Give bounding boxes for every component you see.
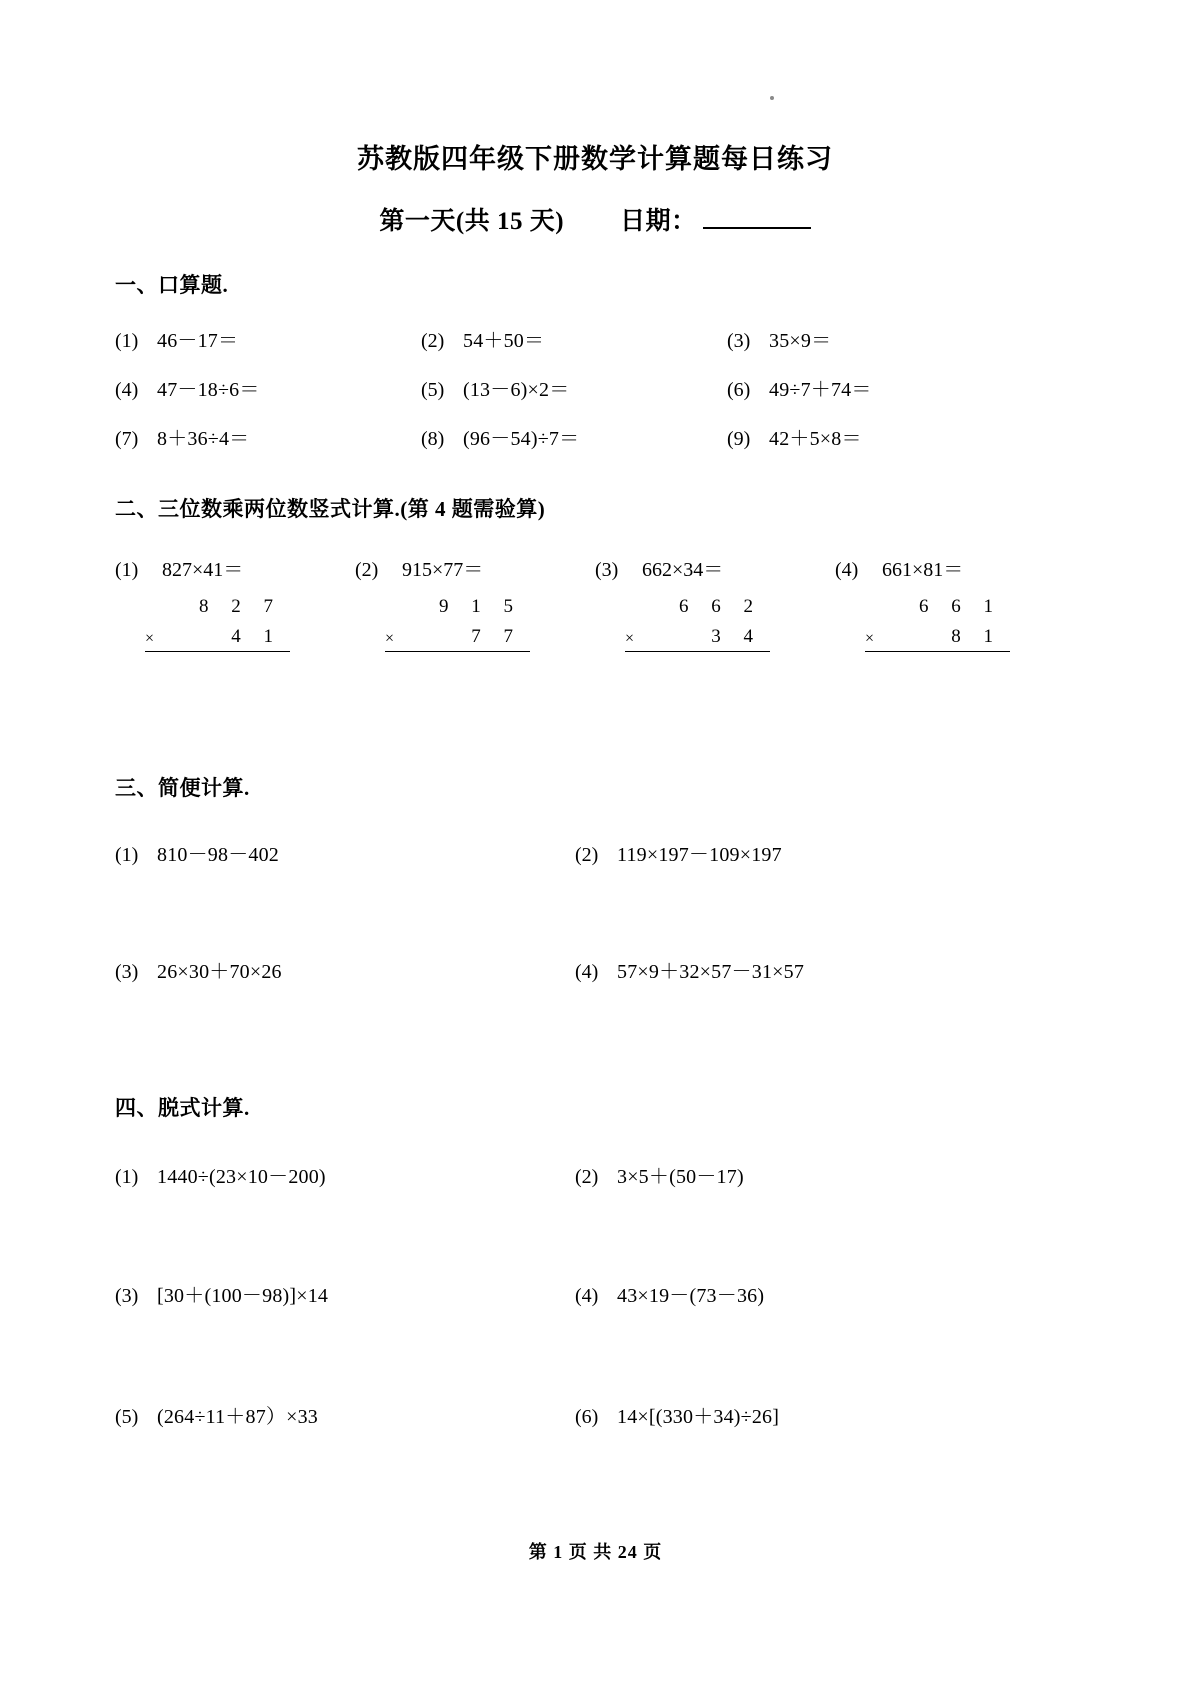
simple-calc-row-1 — [115, 838, 1075, 867]
problem-number: (5) — [115, 1406, 139, 1429]
date-label: 日期： — [620, 208, 697, 236]
multiplier: 3 4 — [711, 626, 762, 648]
problem-3-1 — [115, 838, 575, 867]
problem-2-3-header — [595, 553, 835, 582]
problem-expression: 810－98－402 — [157, 844, 279, 867]
multiplicand: 9 1 5 — [439, 596, 522, 618]
problem-2-2 — [355, 553, 595, 652]
problem-expression: 35×9＝ — [769, 330, 832, 353]
multiplier: 7 7 — [471, 626, 522, 648]
vertical-form[interactable] — [385, 596, 530, 652]
day-label: 第一天(共 15 天) — [379, 208, 565, 236]
multiplicand: 6 6 2 — [679, 596, 762, 618]
section-heading-2: 二、三位数乘两位数竖式计算.(第 4 题需验算) — [115, 497, 546, 522]
problem-number: (4) — [115, 379, 139, 402]
date-field — [620, 201, 811, 237]
problem-4-6 — [575, 1400, 1035, 1429]
multiplier: 4 1 — [231, 626, 282, 648]
problem-1-2 — [421, 331, 727, 351]
multiplier: 8 1 — [951, 626, 1002, 648]
problem-number: (1) — [115, 1166, 139, 1189]
date-blank-line[interactable] — [703, 207, 811, 229]
problem-1-3 — [727, 331, 1033, 351]
problem-expression: 915×77＝ — [402, 559, 484, 582]
problem-expression: 49÷7＋74＝ — [769, 379, 872, 402]
multiply-operator: × — [385, 630, 395, 648]
multiplier-row — [385, 626, 530, 652]
problem-4-1 — [115, 1160, 575, 1189]
stepwise-calc-row-2 — [115, 1279, 1075, 1308]
problem-1-7 — [115, 429, 421, 449]
simple-calc-row-2 — [115, 955, 1075, 984]
multiplier-row — [625, 626, 770, 652]
problem-expression: 827×41＝ — [162, 559, 244, 582]
problem-expression: 46－17＝ — [157, 330, 239, 353]
problem-3-2 — [575, 838, 1035, 867]
problem-2-1 — [115, 553, 355, 652]
problem-expression: 8＋36÷4＝ — [157, 428, 250, 451]
stepwise-calc-row-1 — [115, 1160, 1075, 1189]
problem-expression: 57×9＋32×57－31×57 — [617, 961, 805, 984]
multiply-operator: × — [145, 630, 155, 648]
multiplicand: 6 6 1 — [919, 596, 1002, 618]
problem-number: (3) — [727, 330, 751, 353]
vertical-form[interactable] — [145, 596, 290, 652]
problem-1-4 — [115, 380, 421, 400]
problem-2-4 — [835, 553, 1075, 652]
page-footer: 第 1 页 共 24 页 — [528, 1542, 663, 1562]
problem-expression: 1440÷(23×10－200) — [157, 1166, 326, 1189]
problem-number: (1) — [115, 330, 139, 353]
problem-number: (4) — [575, 961, 599, 984]
problem-number: (4) — [575, 1285, 599, 1308]
problem-number: (6) — [575, 1406, 599, 1429]
page-title: 苏教版四年级下册数学计算题每日练习 — [357, 144, 833, 174]
problem-2-2-header — [355, 553, 595, 582]
problem-3-3 — [115, 955, 575, 984]
problem-4-5 — [115, 1400, 575, 1429]
problem-expression: 661×81＝ — [882, 559, 964, 582]
problem-expression: 42＋5×8＝ — [769, 428, 862, 451]
problem-expression: 47－18÷6＝ — [157, 379, 260, 402]
problem-expression: 54＋50＝ — [463, 330, 545, 353]
section-heading-1: 一、口算题. — [115, 273, 229, 298]
page-content — [115, 0, 1075, 1429]
problem-number: (8) — [421, 428, 445, 451]
problem-1-8 — [421, 429, 727, 449]
problem-number: (3) — [115, 961, 139, 984]
vertical-form[interactable] — [865, 596, 1010, 652]
problem-1-9 — [727, 429, 1033, 449]
problem-2-3 — [595, 553, 835, 652]
problem-1-1 — [115, 331, 421, 351]
multiplier-row — [865, 626, 1010, 652]
multiplicand: 8 2 7 — [199, 596, 282, 618]
problem-expression: [30＋(100－98)]×14 — [157, 1285, 329, 1308]
problem-expression: 43×19－(73－36) — [617, 1285, 765, 1308]
problem-2-4-header — [835, 553, 1075, 582]
problem-number: (2) — [575, 1166, 599, 1189]
problem-expression: (13－6)×2＝ — [463, 379, 570, 402]
problem-expression: 662×34＝ — [642, 559, 724, 582]
day-and-date-row — [115, 201, 1075, 237]
problem-number: (3) — [115, 1285, 139, 1308]
problem-expression: 119×197－109×197 — [617, 844, 782, 867]
problem-expression: 14×[(330＋34)÷26] — [617, 1406, 780, 1429]
problem-expression: 3×5＋(50－17) — [617, 1166, 744, 1189]
multiplier-row — [145, 626, 290, 652]
multiply-operator: × — [865, 630, 875, 648]
stepwise-calc-row-3 — [115, 1400, 1075, 1429]
problem-number: (1) — [115, 844, 139, 867]
problem-1-5 — [421, 380, 727, 400]
section-heading-3: 三、简便计算. — [115, 776, 250, 801]
oral-row-3 — [115, 429, 1075, 449]
oral-row-2 — [115, 380, 1075, 400]
problem-number: (3) — [595, 559, 619, 582]
problem-number: (4) — [835, 559, 859, 582]
problem-expression: (96－54)÷7＝ — [463, 428, 580, 451]
problem-number: (7) — [115, 428, 139, 451]
problem-expression: (264÷11＋87）×33 — [157, 1406, 318, 1429]
problem-1-6 — [727, 380, 1033, 400]
problem-4-2 — [575, 1160, 1035, 1189]
problem-3-4 — [575, 955, 1035, 984]
problem-number: (6) — [727, 379, 751, 402]
oral-row-1 — [115, 331, 1075, 351]
problem-number: (2) — [421, 330, 445, 353]
problem-number: (9) — [727, 428, 751, 451]
problem-expression: 26×30＋70×26 — [157, 961, 282, 984]
problem-number: (2) — [575, 844, 599, 867]
problem-4-4 — [575, 1279, 1035, 1308]
problem-4-3 — [115, 1279, 575, 1308]
problem-2-1-header — [115, 553, 355, 582]
vertical-multiplication-group — [115, 553, 1075, 652]
problem-number: (2) — [355, 559, 379, 582]
problem-number: (5) — [421, 379, 445, 402]
vertical-form[interactable] — [625, 596, 770, 652]
multiply-operator: × — [625, 630, 635, 648]
problem-number: (1) — [115, 559, 139, 582]
section-heading-4: 四、脱式计算. — [115, 1096, 250, 1121]
